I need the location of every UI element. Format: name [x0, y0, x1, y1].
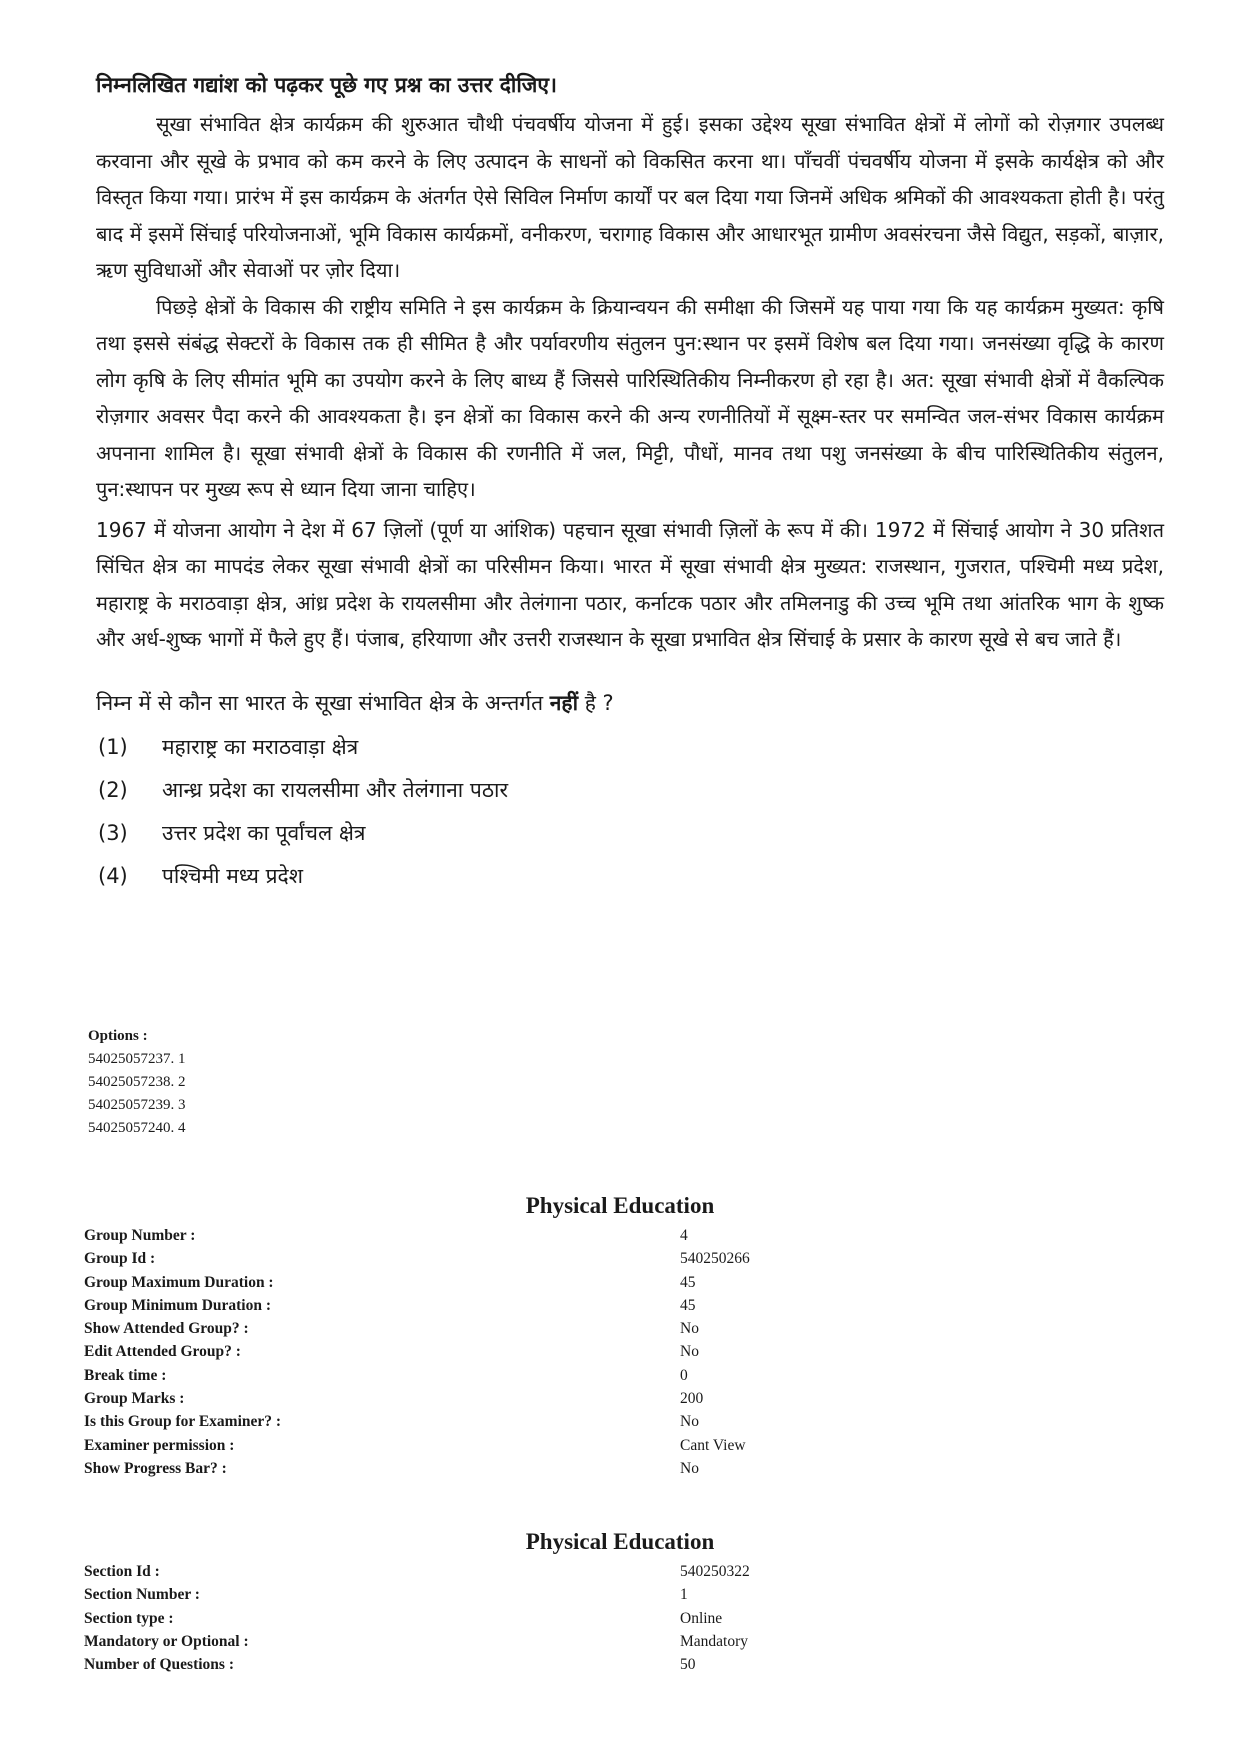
option-item: 54025057238. 2	[88, 1074, 186, 1090]
question-text	[96, 686, 1164, 720]
option-item: 54025057239. 3	[88, 1097, 186, 1113]
detail-row	[84, 1387, 1084, 1410]
detail-key: Section Id :	[84, 1563, 160, 1580]
choice-text: आन्ध्र प्रदेश का रायलसीमा और तेलंगाना पठार	[162, 778, 509, 802]
detail-value: 45	[680, 1296, 696, 1314]
detail-value: 1	[680, 1586, 688, 1604]
choice-2	[96, 769, 1164, 812]
detail-row	[84, 1560, 1084, 1583]
passage-instruction: निम्नलिखित गद्यांश को पढ़कर पूछे गए प्रश्न का उत्तर दीजिए।	[96, 73, 557, 97]
detail-value: Mandatory	[680, 1632, 749, 1650]
passage-paragraph-2: पिछड़े क्षेत्रों के विकास की राष्ट्रीय समिति ने इस कार्यक्रम के क्रियान्वयन की समीक्षा की जिसमें यह पाया गया कि यह कार्यक्रम मुख्यत: कृषि तथा इससे संबंद्ध सेक्टरों के विकास तक ही सीमित है और पर्यावरणीय संतुलन पुन:स्थान पर इसमें विशेष बल दिया गया। जनसंख्या वृद्धि के कारण लोग कृषि के लिए सीमांत भूमि का उपयोग करने के लिए बाध्य हैं जिससे पारिस्थितिकीय निम्नीकरण हो रहा है। अत: सूखा संभावी क्षेत्रों में वैकल्पिक रोज़गार अवसर पैदा करने की आवश्यकता है। इन क्षेत्रों का विकास करने की अन्य रणनीतियों में सूक्ष्म-स्तर पर समन्वित जल-संभर विकास कार्यक्रम अपनाना शामिल है। सूखा संभावी क्षेत्रों के विकास की रणनीति में जल, मिट्टी, पौधों, मानव तथा पशु जनसंख्या के बीच पारिस्थितिकीय संतुलन, पुन:स्थापन पर मुख्य रूप से ध्यान दिया जाना चाहिए।	[96, 294, 1164, 501]
detail-key: Section Number :	[84, 1586, 200, 1604]
detail-row	[84, 1224, 1084, 1247]
detail-row	[84, 1457, 1084, 1480]
detail-key: Mandatory or Optional :	[84, 1632, 249, 1650]
group-title: Physical Education	[525, 1193, 715, 1218]
detail-row	[84, 1364, 1084, 1387]
detail-key: Is this Group for Examiner? :	[84, 1413, 282, 1431]
passage-paragraph-3: 1967 में योजना आयोग ने देश में 67 ज़िलों (पूर्ण या आंशिक) पहचान सूखा संभावी ज़िलों के रूप में की। 1972 में सिंचाई आयोग ने 30 प्रतिशत सिंचित क्षेत्र का मापदंड लेकर सूखा संभावी क्षेत्रों का परिसीमन किया। भारत में सूखा संभावी क्षेत्र मुख्यत: राजस्थान, गुजरात, पश्चिमी मध्य प्रदेश, महाराष्ट्र के मराठवाड़ा क्षेत्र, आंध्र प्रदेश के रायलसीमा और तेलंगाना पठार, कर्नाटक पठार और तमिलनाडु की उच्च भूमि तथा आंतरिक भाग के शुष्क और अर्ध-शुष्क भागों में फैले हुए हैं। पंजाब, हरियाणा और उत्तरी राजस्थान के सूखा प्रभावित क्षेत्र सिंचाई के प्रसार के कारण सूखे से बच जाते हैं।	[96, 517, 1165, 651]
detail-key: Section type :	[84, 1609, 174, 1627]
choice-text: उत्तर प्रदेश का पूर्वांचल क्षेत्र	[162, 821, 366, 845]
detail-value: 45	[680, 1273, 696, 1291]
detail-key: Group Number :	[84, 1227, 196, 1244]
detail-row	[84, 1317, 1084, 1340]
detail-row	[84, 1583, 1084, 1606]
detail-row	[84, 1247, 1084, 1270]
detail-key: Group Minimum Duration :	[84, 1296, 272, 1314]
detail-key: Group Maximum Duration :	[84, 1273, 274, 1291]
detail-key: Break time :	[84, 1366, 167, 1384]
detail-key: Show Progress Bar? :	[84, 1459, 227, 1477]
detail-row	[84, 1294, 1084, 1317]
detail-value: No	[680, 1343, 699, 1361]
detail-value: No	[680, 1320, 699, 1338]
detail-row	[84, 1340, 1084, 1363]
choice-number: (1)	[98, 735, 128, 759]
option-item: 54025057240. 4	[88, 1120, 186, 1136]
detail-row	[84, 1653, 1084, 1676]
choice-number: (4)	[98, 864, 128, 888]
question-text-before: निम्न में से कौन सा भारत के सूखा संभावित क्षेत्र के अन्तर्गत	[96, 690, 550, 715]
detail-value: No	[680, 1459, 699, 1477]
detail-row	[84, 1410, 1084, 1433]
detail-key: Group Marks :	[84, 1390, 185, 1408]
detail-value: 4	[680, 1227, 688, 1244]
question-text-after: है ?	[578, 690, 614, 715]
detail-key: Examiner permission :	[84, 1436, 235, 1454]
choice-number: (2)	[98, 778, 128, 802]
detail-value: Cant View	[680, 1436, 746, 1454]
section-title: Physical Education	[525, 1529, 715, 1554]
passage-paragraph-1: सूखा संभावित क्षेत्र कार्यक्रम की शुरुआत चौथी पंचवर्षीय योजना में हुई। इसका उद्देश्य सूखा संभावित क्षेत्रों में लोगों को रोज़गार उपलब्ध करवाना और सूखे के प्रभाव को कम करने के लिए उत्पादन के साधनों को विकसित करना था। पाँचवीं पंचवर्षीय योजना में इसके कार्यक्षेत्र को और विस्तृत किया गया। प्रारंभ में इस कार्यक्रम के अंतर्गत ऐसे सिविल निर्माण कार्यों पर बल दिया गया जिनमें अधिक श्रमिकों की आवश्यकता होती है। परंतु बाद में इसमें सिंचाई परियोजनाओं, भूमि विकास कार्यक्रमों, वनीकरण, चरागाह विकास और आधारभूत ग्रामीण अवसंरचना जैसे विद्युत, सड़कों, बाज़ार, ऋण सुविधाओं और सेवाओं पर ज़ोर दिया।	[96, 112, 1164, 282]
options-list	[88, 1025, 186, 1140]
section-details	[84, 1526, 1084, 1676]
choice-text: पश्चिमी मध्य प्रदेश	[162, 864, 303, 888]
detail-key: Edit Attended Group? :	[84, 1343, 241, 1361]
detail-row	[84, 1607, 1084, 1630]
choice-3	[96, 812, 1164, 855]
detail-value: 540250322	[680, 1563, 750, 1580]
choice-text: महाराष्ट्र का मराठवाड़ा क्षेत्र	[162, 735, 359, 759]
detail-value: 0	[680, 1366, 688, 1384]
choice-1	[96, 726, 1164, 769]
detail-value: 200	[680, 1390, 704, 1408]
detail-value: Online	[680, 1609, 723, 1627]
option-item: 54025057237. 1	[88, 1051, 186, 1067]
detail-row	[84, 1630, 1084, 1653]
choice-4	[96, 855, 1164, 898]
question-emphasis: नहीं	[549, 690, 579, 715]
detail-row	[84, 1271, 1084, 1294]
detail-key: Group Id :	[84, 1250, 156, 1268]
choice-number: (3)	[98, 821, 128, 845]
detail-value: 540250266	[680, 1250, 750, 1268]
passage-block	[96, 68, 1164, 898]
group-details	[84, 1190, 1084, 1480]
detail-key: Number of Questions :	[84, 1656, 234, 1674]
detail-value: No	[680, 1413, 699, 1431]
options-heading: Options :	[88, 1028, 148, 1044]
detail-value: 50	[680, 1656, 696, 1674]
detail-row	[84, 1434, 1084, 1457]
detail-key: Show Attended Group? :	[84, 1320, 249, 1338]
